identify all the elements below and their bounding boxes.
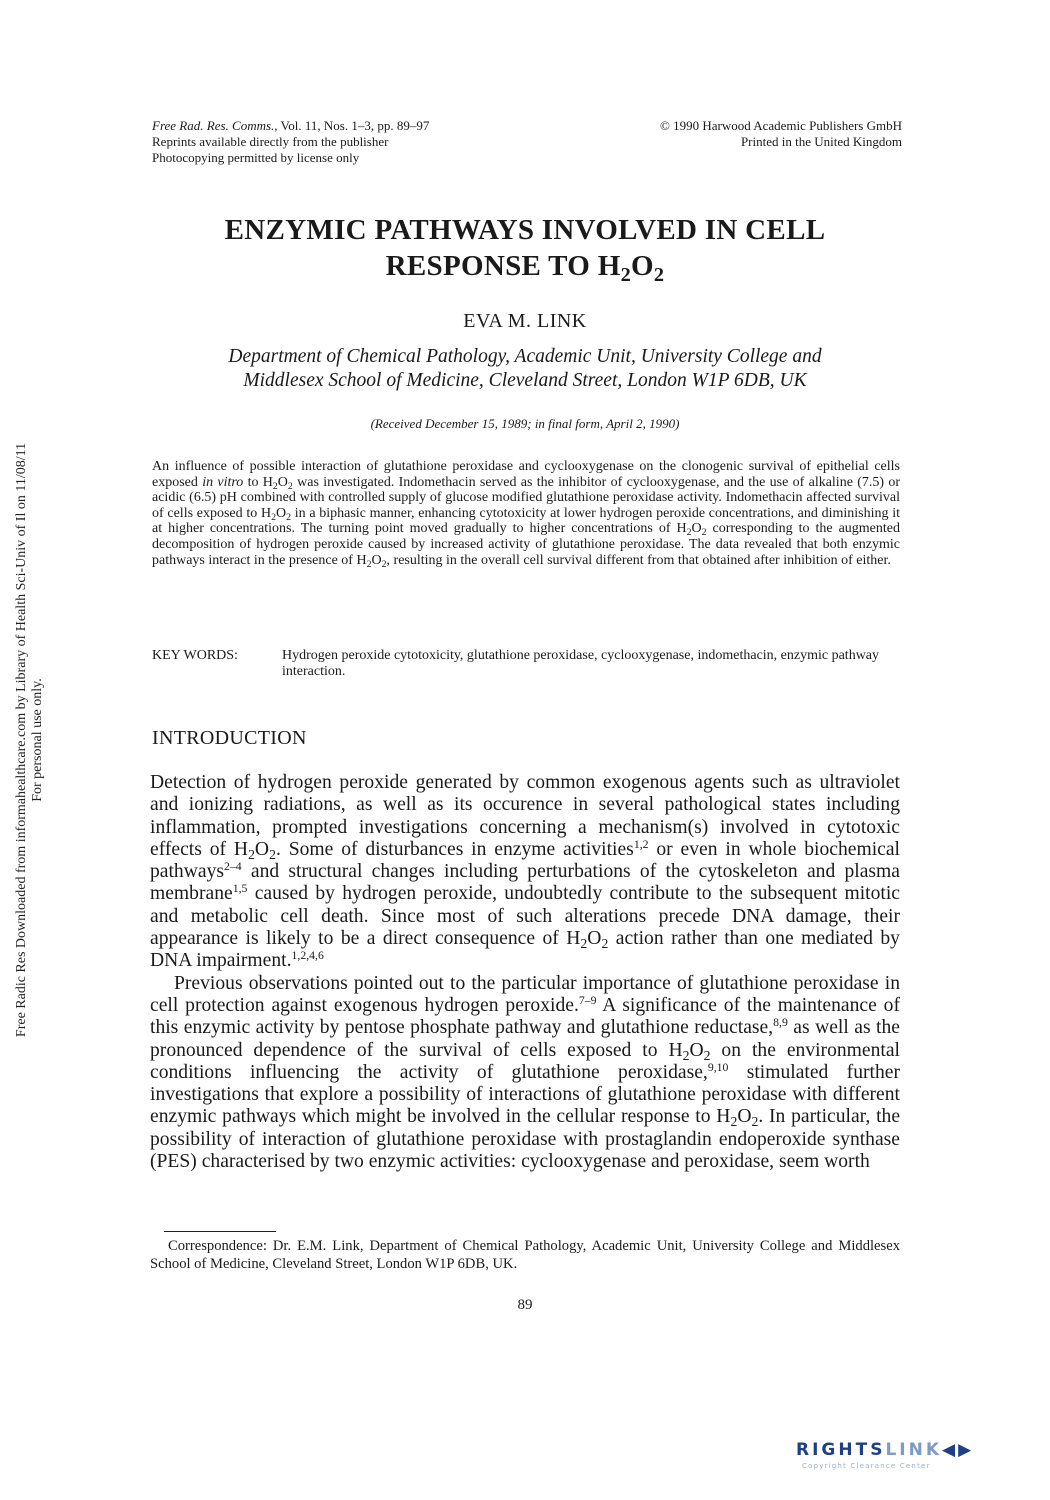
keywords-text: Hydrogen peroxide cytotoxicity, glutathione peroxidase, cyclooxygenase, indomethacin, enzymic pathway interaction. (282, 648, 880, 679)
download-watermark (0, 0, 60, 1500)
watermark-line-2: For personal use only. (30, 678, 45, 802)
photocopying-note: Photocopying permitted by license only (152, 150, 360, 165)
journal-name: Free Rad. Res. Comms. (152, 118, 275, 133)
rightslink-subtitle: Copyright Clearance Center (802, 1462, 931, 1470)
abstract: An influence of possible interaction of glutathione peroxidase and cyclooxygenase on the clonogenic survival of epithelial cells exposed in vitro to $H_2O_2$ was investigated. Indomethacin served as the inhibitor of cyclooxygenase, and the use of alkaline (7.5) or acidic (6.5) pH combined with controlled supply of glucose modified glutathione peroxidase activity. Indomethacin affected survival of cells exposed to $H_2O_2$ in a biphasic manner, enhancing cytotoxicity at lower hydrogen peroxide concentrations, and diminishing it at higher concentrations. The turning point moved gradually to higher concentrations of $H_2O_2$ corresponding to the augmented decomposition of hydrogen peroxide caused by increased activity of glutathione peroxidase. The data revealed that both enzymic pathways interact in the presence of $H_2O_2$, resulting in the overall cell survival different from that obtained after inhibition of either. (152, 459, 900, 570)
title-line-1: ENZYMIC PATHWAYS INVOLVED IN CELL (224, 214, 826, 246)
copyright-line: © 1990 Harwood Academic Publishers GmbH (659, 118, 902, 133)
page-number: 89 (517, 1297, 533, 1313)
rightslink-wordmark: RIGHTSLINK◀▶ (796, 1440, 975, 1460)
footnote-rule (164, 1231, 276, 1232)
title-line-2: RESPONSE TO $H_2O_2$ (385, 250, 665, 287)
author-name: EVA M. LINK (463, 310, 587, 332)
article-title (150, 212, 900, 287)
received-dates: (Received December 15, 1989; in final form, April 2, 1990) (370, 416, 680, 431)
printed-line: Printed in the United Kingdom (740, 134, 902, 149)
affiliation-line-2: Middlesex School of Medicine, Cleveland Street, London W1P 6DB, UK (243, 370, 807, 391)
publisher-info (560, 118, 902, 150)
correspondence-footnote: Correspondence: Dr. E.M. Link, Department of Chemical Pathology, Academic Unit, University College and Middlesex School of Medicine, Cleveland Street, London W1P 6DB, UK. (150, 1238, 900, 1272)
body-text (150, 772, 900, 1173)
citation-line (152, 118, 572, 134)
rightslink-arrow-icon: ◀▶ (942, 1440, 975, 1460)
affiliation (150, 345, 900, 393)
rightslink-logo[interactable] (796, 1440, 1031, 1476)
paragraph: Previous observations pointed out to the particular importance of glutathione peroxidase in cell protection against exogenous hydrogen peroxide.$^{7-9}$ A significance of the maintenance of this enzymic activity by pentose phosphate pathway and glutathione reductase,$^{8,9}$ as well as the pronounced dependence of the survival of cells exposed to $H_2O_2$ on the environmental conditions influencing the activity of glutathione peroxidase,$^{9,10}$ stimulated further investigations that explore a possibility of interactions of glutathione peroxidase with different enzymic pathways which might be involved in the cellular response to $H_2O_2$. In particular, the possibility of interaction of glutathione peroxidase with prostaglandin endoperoxide synthase (PES) characterised by two enzymic activities: cyclooxygenase and peroxidase, seem worth (150, 972, 901, 1173)
title-line-2-text: RESPONSE TO H (385, 250, 621, 282)
reprints-note: Reprints available directly from the publisher (152, 134, 389, 149)
volume-info: , Vol. 11, Nos. 1–3, pp. 89–97 (274, 118, 430, 133)
keywords-label: KEY WORDS: (152, 648, 238, 663)
affiliation-line-1: Department of Chemical Pathology, Academic Unit, University College and (228, 346, 822, 367)
watermark-line-1: Free Radic Res Downloaded from informahealthcare.com by Library of Health Sci-Univ of Il on 11/08/11 (14, 442, 29, 1038)
watermark-text (14, 443, 46, 1037)
journal-citation (152, 118, 572, 166)
section-heading: INTRODUCTION (152, 727, 307, 749)
paragraph: Detection of hydrogen peroxide generated by common exogenous agents such as ultraviolet and ionizing radiations, as well as its occurence in several pathological states including inflammation, prompted investigations concerning a mechanism(s) involved in cytotoxic effects of $H_2O_2$. Some of disturbances in enzyme activities$^{1,2}$ or even in whole biochemical pathways$^{2-4}$ and structural changes including perturbations of the cytoskeleton and plasma membrane$^{1,5}$ caused by hydrogen peroxide, undoubtedly contribute to the subsequent mitotic and metabolic cell death. Since most of such alterations precede DNA damage, their appearance is likely to be a direct consequence of $H_2O_2$ action rather than one mediated by DNA impairment.$^{1,2,4,6}$ (150, 772, 901, 972)
